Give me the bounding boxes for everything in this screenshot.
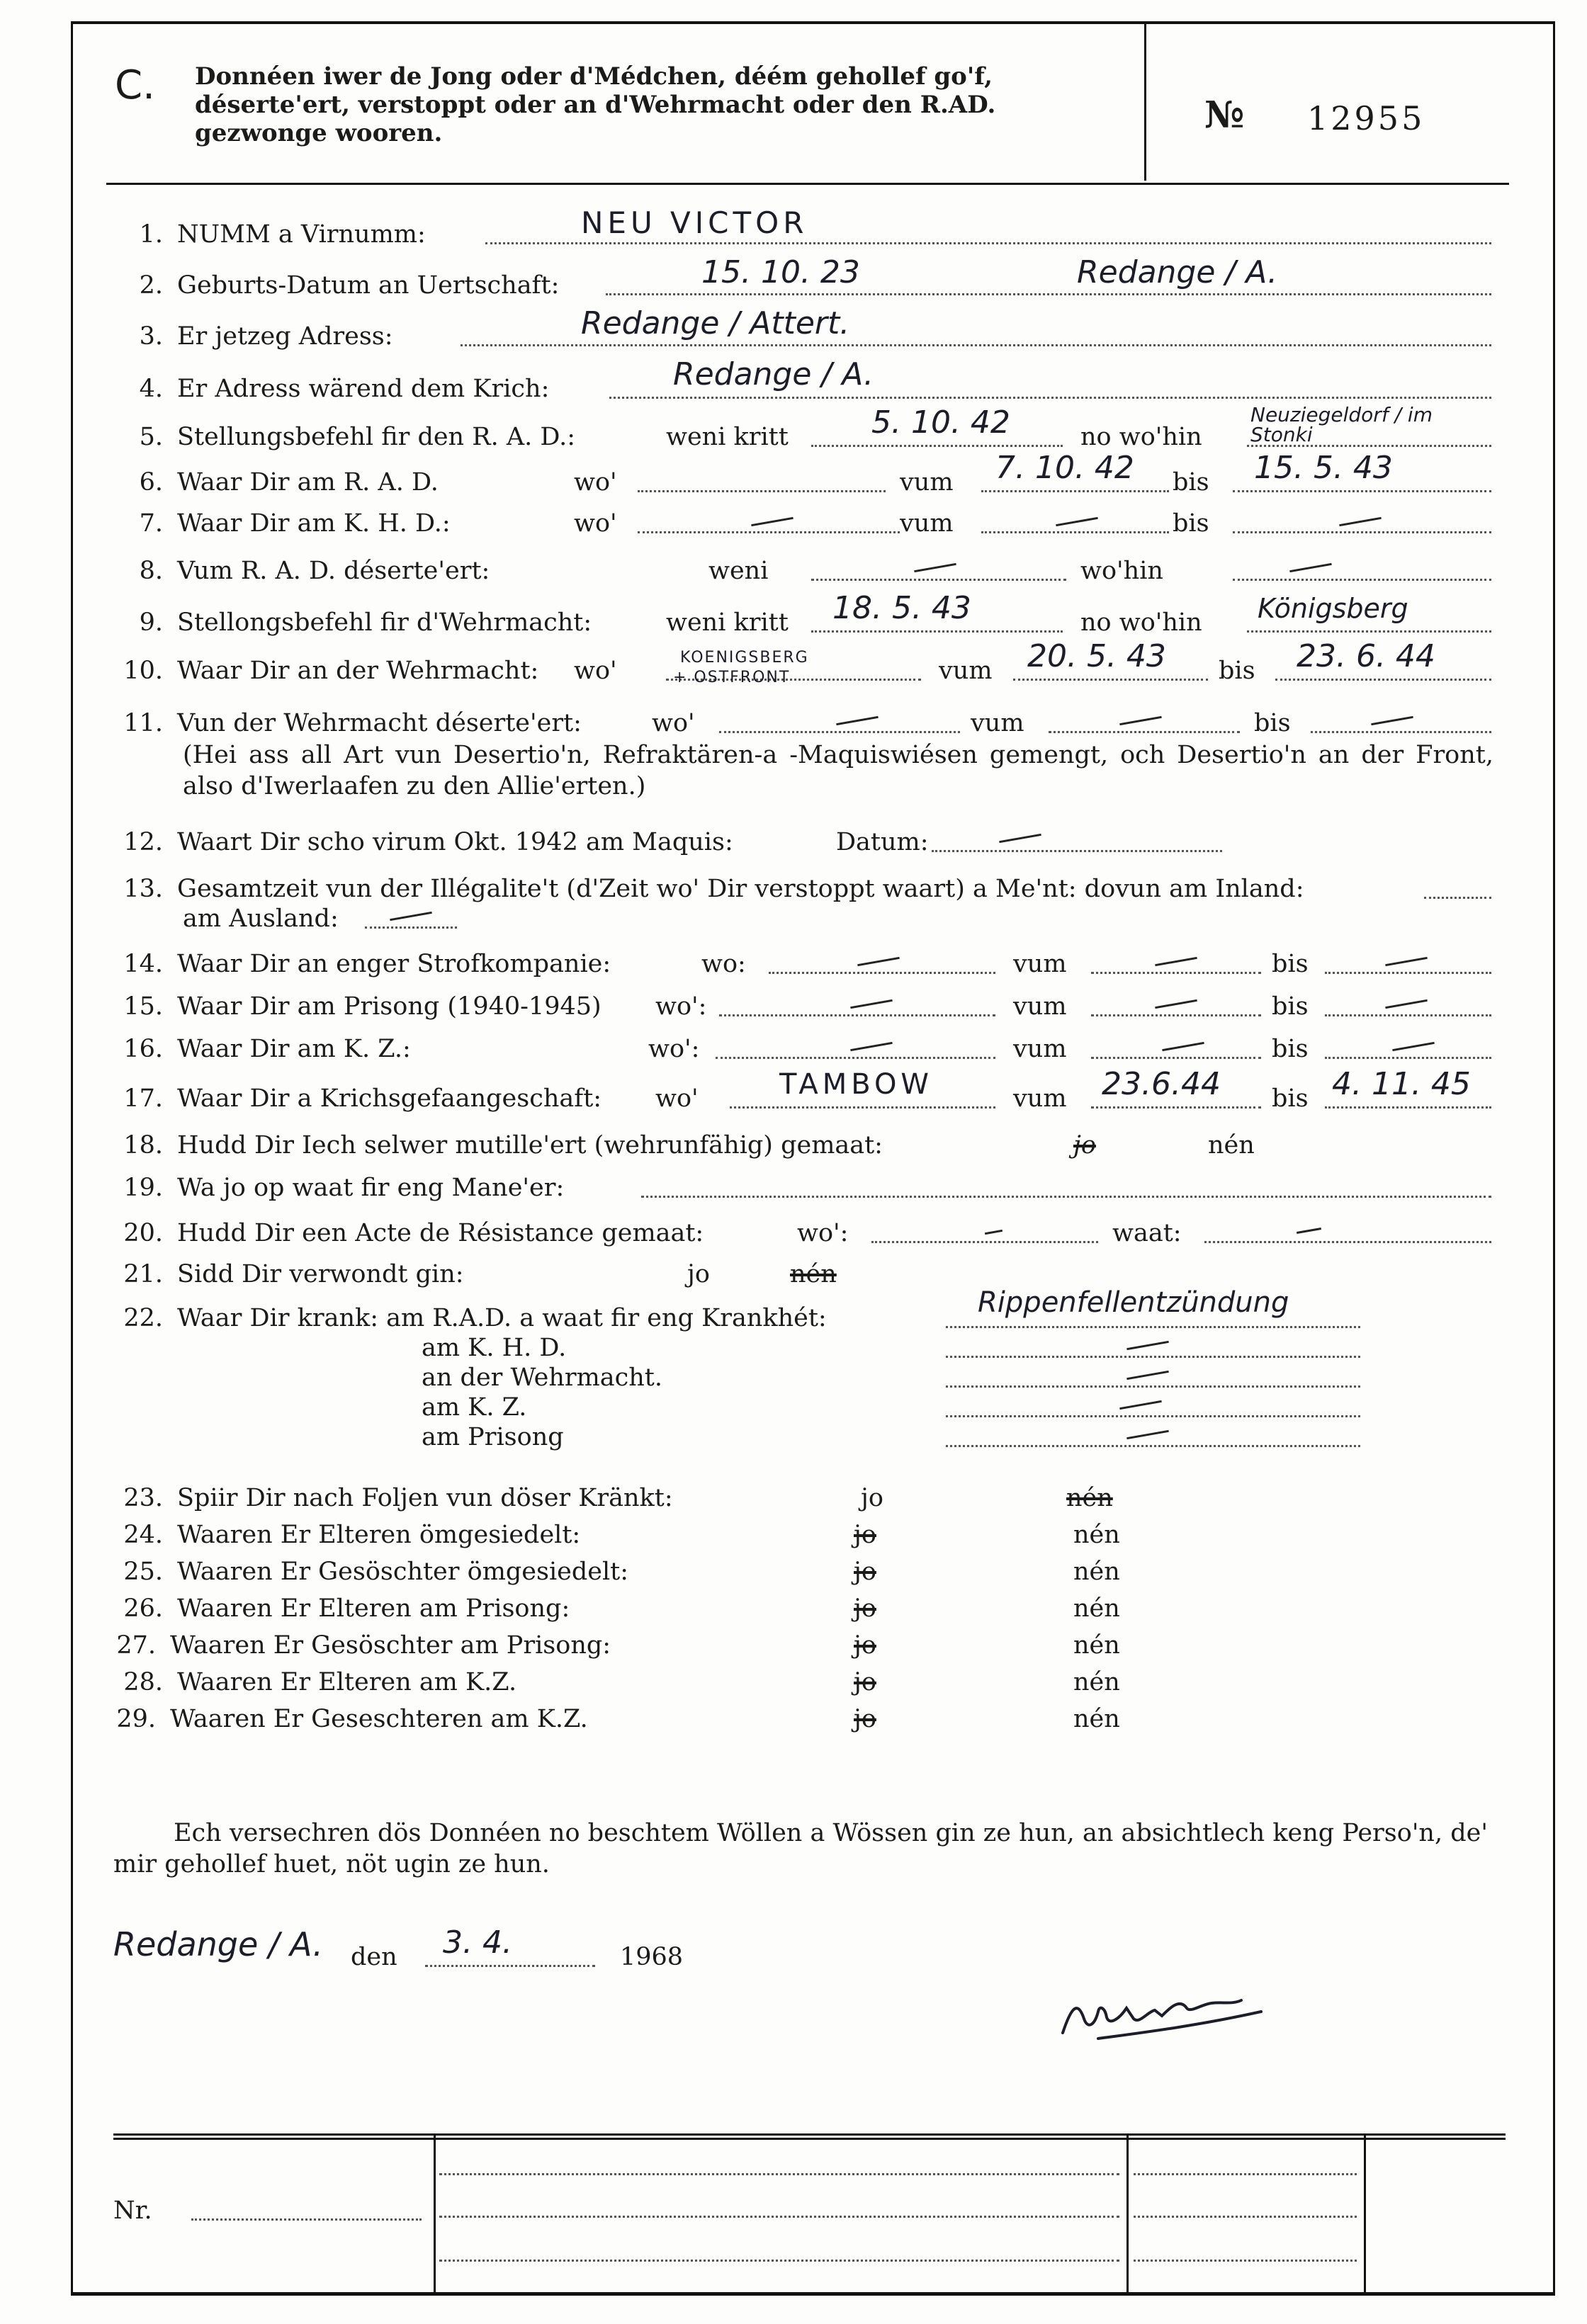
row-number: 23. — [123, 1484, 163, 1512]
fill-line — [1233, 531, 1491, 533]
table-bottom-rule — [71, 2292, 1555, 2294]
fill-line — [365, 926, 457, 929]
fill-line — [1325, 1014, 1491, 1016]
received-label: weni kritt — [666, 608, 789, 637]
wo-label: wo: — [701, 950, 746, 978]
row-number: 1. — [139, 220, 163, 249]
wo-label: wo' — [574, 657, 617, 685]
wo-label: wo' — [574, 509, 617, 538]
wo-label: wo': — [797, 1219, 849, 1247]
wo-label: wo' — [655, 1084, 699, 1113]
row-number: 15. — [123, 992, 163, 1021]
row-label: Vum R. A. D. déserte'ert: — [177, 557, 490, 585]
row-number: 11. — [123, 709, 163, 737]
table-fill-line — [1134, 2216, 1357, 2218]
table-column-divider — [1364, 2136, 1366, 2292]
row-number: 13. — [123, 875, 163, 903]
table-fill-line — [1134, 2173, 1357, 2175]
signature — [1056, 1969, 1268, 2047]
row-label: NUMM a Virnumm: — [177, 220, 426, 249]
nen-option: nén — [1073, 1521, 1120, 1549]
declaration-text: Ech versechren dös Donnéen no beschtem Wöllen a Wössen gin ze hun, an absichtlech keng Perso'n, de' mir gehollef huet, nöt ugin ze hun. — [113, 1819, 1488, 1878]
bis-label: bis — [1254, 709, 1291, 737]
row-number: 22. — [123, 1304, 163, 1332]
row-label: Waar Dir am R. A. D. — [177, 468, 439, 497]
fill-line — [461, 344, 1491, 346]
wo-label: wo': — [655, 992, 707, 1021]
fill-line — [946, 1385, 1360, 1388]
fill-line — [946, 1356, 1360, 1358]
dash-mark — [1119, 716, 1162, 725]
vum-label: vum — [900, 468, 954, 497]
row-number: 21. — [123, 1260, 163, 1288]
nr-label: Nr. — [113, 2197, 152, 2225]
dash-mark — [1371, 716, 1413, 725]
bis-label: bis — [1173, 509, 1209, 538]
bis-label: bis — [1272, 950, 1309, 978]
dash-mark — [390, 912, 432, 921]
row-label: Waaren Er Elteren am K.Z. — [177, 1668, 517, 1696]
fill-line — [485, 242, 1491, 244]
fill-line — [719, 1014, 995, 1016]
row-label: Waaren Er Gesöschter ömgesiedelt: — [177, 1558, 629, 1586]
war-address-value: Redange / A. — [673, 356, 874, 392]
fill-line — [811, 630, 1063, 633]
fill-line — [1275, 679, 1491, 681]
signing-year: 1968 — [620, 1943, 684, 1971]
current-address-value: Redange / Attert. — [581, 305, 850, 341]
row-label: Waaren Er Gesöschter am Prisong: — [170, 1631, 611, 1660]
row-number: 20. — [123, 1219, 163, 1247]
nen-option: nén — [1208, 1131, 1255, 1160]
table-column-divider — [1126, 2136, 1129, 2292]
table-fill-line — [439, 2216, 1119, 2218]
table-fill-line — [439, 2173, 1119, 2175]
row-number: 24. — [123, 1521, 163, 1549]
captivity-place: TAMBOW — [779, 1068, 933, 1101]
fill-line — [871, 1241, 1098, 1243]
row-label: Vun der Wehrmacht déserte'ert: — [177, 709, 582, 737]
dash-mark — [1155, 999, 1197, 1009]
header-underline — [106, 183, 1509, 185]
fill-line — [946, 1415, 1360, 1417]
row-number: 25. — [123, 1558, 163, 1586]
row-number: 19. — [123, 1174, 163, 1202]
jo-option-crossed: jo — [1073, 1131, 1096, 1160]
fill-line — [1091, 1106, 1261, 1109]
row-label: Gesamtzeit vun der Illégalite't (d'Zeit wo' Dir verstoppt waart) a Me'nt: dovun am Inland: — [177, 875, 1304, 903]
number-symbol: № — [1204, 93, 1245, 137]
fill-line — [1325, 972, 1491, 974]
nen-option: nén — [1073, 1558, 1120, 1586]
abroad-label: am Ausland: — [183, 905, 339, 933]
row-label: Waaren Er Elteren am Prisong: — [177, 1594, 570, 1623]
dash-mark — [985, 1230, 1003, 1235]
row-number: 6. — [139, 468, 163, 497]
dash-mark — [751, 517, 794, 526]
row-number: 17. — [123, 1084, 163, 1113]
row-number: 18. — [123, 1131, 163, 1160]
row-number: 27. — [116, 1631, 156, 1660]
row-number: 29. — [116, 1705, 156, 1733]
illness-sub-kz: am K. Z. — [422, 1393, 527, 1422]
fill-line — [946, 1445, 1360, 1447]
row-label: Sidd Dir verwondt gin: — [177, 1260, 464, 1288]
fill-line — [811, 445, 1063, 447]
bis-label: bis — [1173, 468, 1209, 497]
row-label: Wa jo op waat fir eng Mane'er: — [177, 1174, 565, 1202]
row-number: 16. — [123, 1035, 163, 1063]
fill-line — [769, 972, 995, 974]
rad-to-date: 15. 5. 43 — [1254, 450, 1393, 486]
row-label: Stellungsbefehl fir den R. A. D.: — [177, 423, 576, 451]
row-label: Waart Dir scho virum Okt. 1942 am Maquis: — [177, 828, 733, 856]
fill-line — [1091, 1057, 1261, 1059]
dash-mark — [1126, 1430, 1169, 1439]
datum-label: Datum: — [836, 828, 929, 856]
vum-label: vum — [1013, 992, 1067, 1021]
fill-line — [946, 1326, 1360, 1328]
row-label: Waar Dir a Krichsgefaangeschaft: — [177, 1084, 602, 1113]
row-number: 3. — [139, 322, 163, 351]
dash-mark — [914, 563, 956, 572]
fill-line — [606, 293, 1491, 295]
row-number: 5. — [139, 423, 163, 451]
illness-sub-prisong: am Prisong — [422, 1423, 564, 1451]
rad-order-date: 5. 10. 42 — [871, 404, 1010, 441]
wohin-label: wo'hin — [1080, 557, 1163, 585]
nen-option: nén — [1073, 1668, 1120, 1696]
table-top-rule-inner — [113, 2138, 1506, 2140]
row-label: Waaren Er Geseschteren am K.Z. — [170, 1705, 588, 1733]
dash-mark — [1056, 517, 1098, 526]
jo-option-crossed: jo — [854, 1558, 876, 1586]
wehrmacht-destination: Königsberg — [1258, 593, 1408, 624]
row-label: Waar Dir an der Wehrmacht: — [177, 657, 539, 685]
row-label: Waar Dir am K. H. D.: — [177, 509, 451, 538]
wo-label: wo' — [574, 468, 617, 497]
fill-line — [1049, 731, 1240, 733]
wehrmacht-place-top: KOENIGSBERG — [680, 649, 809, 667]
form-title: Donnéen iwer de Jong oder d'Médchen, déém gehollef go'f, déserte'ert, verstoppt oder an d'Wehrmacht oder den R.AD. gezwonge wooren. — [195, 62, 996, 147]
illness-sub-khd: am K. H. D. — [422, 1334, 567, 1362]
row-label: Waar Dir an enger Strofkompanie: — [177, 950, 611, 978]
table-column-divider — [434, 2136, 436, 2292]
dash-mark — [857, 957, 900, 966]
birth-place-value: Redange / A. — [1077, 254, 1278, 290]
row-label: Waar Dir am Prisong (1940-1945) — [177, 992, 602, 1021]
row-number: 7. — [139, 509, 163, 538]
fill-line — [1204, 1241, 1491, 1243]
row-label: Er jetzeg Adress: — [177, 322, 393, 351]
rad-from-date: 7. 10. 42 — [995, 450, 1134, 486]
table-top-rule — [113, 2133, 1506, 2136]
section-letter: C. — [115, 62, 155, 108]
birth-date-value: 15. 10. 23 — [701, 254, 860, 290]
dash-mark — [1162, 1042, 1204, 1051]
frame-right-border — [1553, 21, 1555, 2295]
dash-mark — [1289, 563, 1332, 572]
row-label: Hudd Dir een Acte de Résistance gemaat: — [177, 1219, 704, 1247]
vum-label: vum — [939, 657, 993, 685]
illness-value: Rippenfellentzündung — [978, 1286, 1289, 1319]
fill-line — [1424, 897, 1491, 899]
row-number: 4. — [139, 375, 163, 403]
destination-label: no wo'hin — [1080, 608, 1202, 637]
fill-line — [638, 531, 900, 533]
vum-label: vum — [971, 709, 1024, 737]
bis-label: bis — [1272, 1084, 1309, 1113]
row-label: Waar Dir krank: am R.A.D. a waat fir eng Krankhét: — [177, 1304, 827, 1332]
row-label: Stellongsbefehl fir d'Wehrmacht: — [177, 608, 592, 637]
jo-option: jo — [687, 1260, 710, 1288]
form-number: 12955 — [1307, 99, 1425, 137]
fill-line — [719, 731, 960, 733]
fill-line — [1091, 1014, 1261, 1016]
dash-mark — [850, 1042, 893, 1051]
wo-label: wo' — [652, 709, 695, 737]
header-separator — [1144, 21, 1146, 181]
captivity-from-date: 23.6.44 — [1102, 1066, 1221, 1102]
nr-fill-line — [191, 2218, 422, 2221]
jo-option-crossed: jo — [854, 1631, 876, 1660]
jo-option-crossed: jo — [854, 1668, 876, 1696]
jo-option-crossed: jo — [854, 1521, 876, 1549]
dash-mark — [1119, 1400, 1162, 1410]
frame-left-border — [71, 21, 73, 2295]
frame-top-border — [71, 21, 1555, 24]
row-label: Geburts-Datum an Uertschaft: — [177, 271, 560, 300]
fill-line — [1233, 579, 1491, 581]
den-label: den — [351, 1943, 397, 1971]
dash-mark — [1339, 517, 1382, 526]
desertion-note: (Hei ass all Art vun Desertio'n, Refraktären-a -Maquiswiésen gemengt, och Desertio'n an der Front, also d'Iwerlaafen zu den Allie'erten.) — [183, 741, 1493, 800]
table-fill-line — [1134, 2260, 1357, 2262]
dash-mark — [1392, 1042, 1435, 1051]
fill-line — [1233, 490, 1491, 492]
nen-option-crossed: nén — [1066, 1484, 1113, 1512]
fill-line — [1091, 972, 1261, 974]
row-number: 12. — [123, 828, 163, 856]
name-value: NEU VICTOR — [581, 205, 808, 240]
fill-line — [981, 490, 1169, 492]
fill-line — [730, 1106, 995, 1109]
row-label: Hudd Dir Iech selwer mutille'ert (wehrunfähig) gemaat: — [177, 1131, 883, 1160]
fill-line — [1325, 1057, 1491, 1059]
fill-line — [1013, 679, 1208, 681]
row-number: 14. — [123, 950, 163, 978]
dash-mark — [999, 834, 1041, 843]
nen-option: nén — [1073, 1594, 1120, 1623]
row-number: 2. — [139, 271, 163, 300]
fill-line — [1325, 1106, 1491, 1109]
dash-mark — [1126, 1341, 1169, 1350]
illness-sub-wehrmacht: an der Wehrmacht. — [422, 1364, 663, 1392]
wehrmacht-order-date: 18. 5. 43 — [832, 590, 971, 626]
vum-label: vum — [1013, 1084, 1067, 1113]
fill-line — [641, 1196, 1491, 1198]
rad-destination: Neuziegeldorf / im Stonki — [1250, 403, 1433, 446]
bis-label: bis — [1272, 1035, 1309, 1063]
wehrmacht-to-date: 23. 6. 44 — [1297, 638, 1435, 674]
jo-option: jo — [861, 1484, 883, 1512]
bis-label: bis — [1272, 992, 1309, 1021]
row-number: 9. — [139, 608, 163, 637]
nen-option: nén — [1073, 1631, 1120, 1660]
dash-mark — [1297, 1228, 1321, 1234]
table-fill-line — [439, 2260, 1119, 2262]
dash-mark — [836, 716, 879, 725]
dash-mark — [1126, 1371, 1169, 1380]
weni-label: weni — [708, 557, 769, 585]
row-number: 28. — [123, 1668, 163, 1696]
row-label: Spiir Dir nach Foljen vun döser Kränkt: — [177, 1484, 673, 1512]
vum-label: vum — [1013, 950, 1067, 978]
fill-line — [981, 531, 1169, 533]
fill-line — [425, 1965, 595, 1967]
nen-option-crossed: nén — [790, 1260, 837, 1288]
wo-label: wo': — [648, 1035, 700, 1063]
nen-option: nén — [1073, 1705, 1120, 1733]
row-label: Er Adress wärend dem Krich: — [177, 375, 550, 403]
signing-place: Redange / A. — [113, 1925, 323, 1963]
wehrmacht-place-bottom: + OSTFRONT — [673, 669, 791, 686]
fill-line — [1247, 630, 1491, 633]
wehrmacht-from-date: 20. 5. 43 — [1027, 638, 1166, 674]
fill-line — [1311, 731, 1491, 733]
bis-label: bis — [1219, 657, 1255, 685]
row-number: 8. — [139, 557, 163, 585]
vum-label: vum — [1013, 1035, 1067, 1063]
row-label: Waaren Er Elteren ömgesiedelt: — [177, 1521, 581, 1549]
dash-mark — [1385, 999, 1428, 1009]
jo-option-crossed: jo — [854, 1705, 876, 1733]
received-label: weni kritt — [666, 423, 789, 451]
fill-line — [638, 490, 886, 492]
dash-mark — [1385, 957, 1428, 966]
fill-line — [716, 1057, 995, 1059]
signing-date: 3. 4. — [443, 1925, 512, 1961]
waat-label: waat: — [1112, 1219, 1182, 1247]
dash-mark — [850, 999, 893, 1009]
row-number: 26. — [123, 1594, 163, 1623]
dash-mark — [1155, 957, 1197, 966]
fill-line — [609, 397, 1491, 399]
row-label: Waar Dir am K. Z.: — [177, 1035, 411, 1063]
row-number: 10. — [123, 657, 163, 685]
fill-line — [811, 579, 1066, 581]
vum-label: vum — [900, 509, 954, 538]
destination-label: no wo'hin — [1080, 423, 1202, 451]
jo-option-crossed: jo — [854, 1594, 876, 1623]
fill-line — [932, 850, 1222, 852]
captivity-to-date: 4. 11. 45 — [1332, 1066, 1471, 1102]
